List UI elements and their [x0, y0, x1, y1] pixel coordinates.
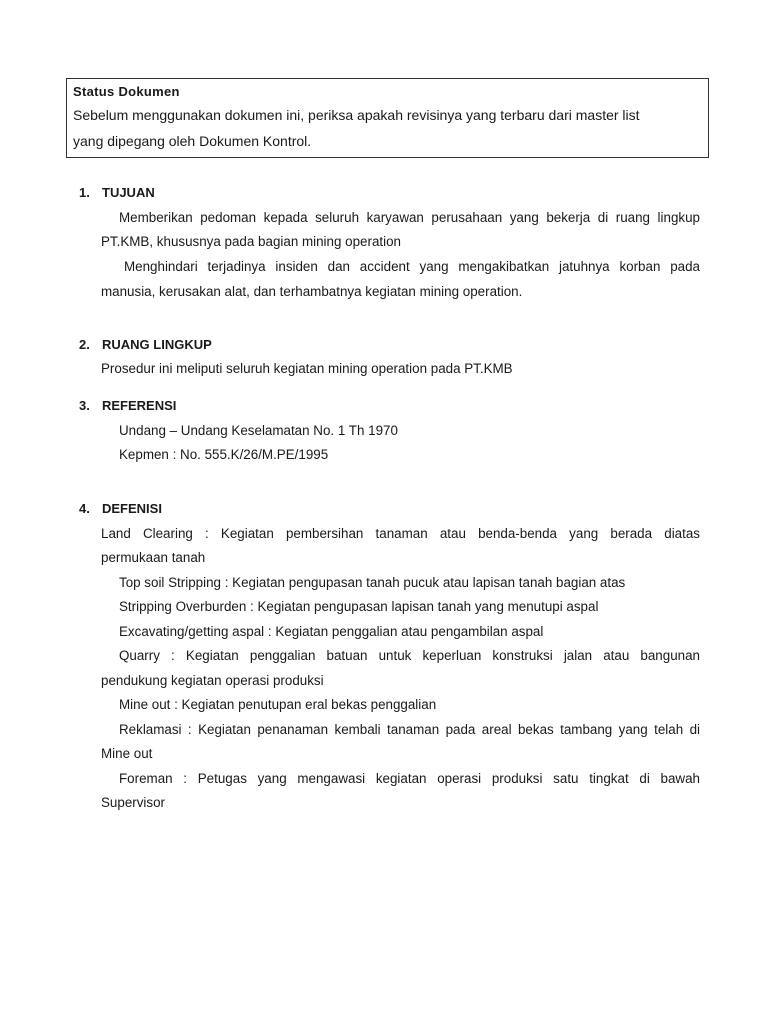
- definition-line: pendukung kegiatan operasi produksi: [101, 673, 324, 688]
- section-title: DEFENISI: [102, 501, 162, 516]
- section-number: 1.: [79, 185, 90, 200]
- paragraph-line: Memberikan pedoman kepada seluruh karyawan perusahaan yang bekerja di ruang lingkup: [119, 210, 700, 225]
- definition-line: Quarry : Kegiatan penggalian batuan untuk keperluan konstruksi jalan atau bangunan: [119, 648, 700, 663]
- paragraph-line: manusia, kerusakan alat, dan terhambatnya kegiatan mining operation.: [101, 284, 523, 299]
- paragraph-line: Menghindari terjadinya insiden dan accident yang mengakibatkan jatuhnya korban pada: [124, 259, 700, 274]
- section-number: 2.: [79, 337, 90, 352]
- section-number: 4.: [79, 501, 90, 516]
- section-title: TUJUAN: [102, 185, 155, 200]
- definition-line: Supervisor: [101, 795, 166, 810]
- definition-line: permukaan tanah: [101, 550, 206, 565]
- section-title: RUANG LINGKUP: [102, 337, 212, 352]
- definition-line: Mine out : Kegiatan penutupan eral bekas penggalian: [119, 697, 437, 712]
- definition-line: Stripping Overburden : Kegiatan pengupasan lapisan tanah yang menutupi aspal: [119, 599, 599, 614]
- section-heading-defenisi: [79, 501, 162, 517]
- definition-line: Reklamasi : Kegiatan penanaman kembali tanaman pada areal bekas tambang yang telah di: [119, 722, 700, 737]
- definition-line: Foreman : Petugas yang mengawasi kegiatan operasi produksi satu tingkat di bawah: [119, 771, 700, 786]
- status-text-line-2: yang dipegang oleh Dokumen Kontrol.: [73, 133, 312, 149]
- section-heading-tujuan: [79, 185, 155, 201]
- section-heading-referensi: [79, 398, 176, 414]
- section-title: REFERENSI: [102, 398, 177, 413]
- reference-item: Undang – Undang Keselamatan No. 1 Th 1970: [119, 423, 398, 438]
- definition-line: Land Clearing : Kegiatan pembersihan tanaman atau benda-benda yang berada diatas: [101, 526, 700, 541]
- definition-line: Top soil Stripping : Kegiatan pengupasan tanah pucuk atau lapisan tanah bagian atas: [119, 575, 626, 590]
- document-status-box: [66, 78, 709, 158]
- status-title: Status Dokumen: [73, 84, 180, 99]
- definition-line: Mine out: [101, 746, 153, 761]
- status-text-line-1: Sebelum menggunakan dokumen ini, periksa apakah revisinya yang terbaru dari master list: [73, 107, 640, 123]
- reference-item: Kepmen : No. 555.K/26/M.PE/1995: [119, 447, 329, 462]
- section-heading-ruang-lingkup: [79, 337, 212, 353]
- section-number: 3.: [79, 398, 90, 413]
- paragraph-line: PT.KMB, khususnya pada bagian mining operation: [101, 234, 401, 249]
- definition-line: Excavating/getting aspal : Kegiatan penggalian atau pengambilan aspal: [119, 624, 544, 639]
- paragraph-line: Prosedur ini meliputi seluruh kegiatan mining operation pada PT.KMB: [101, 361, 513, 376]
